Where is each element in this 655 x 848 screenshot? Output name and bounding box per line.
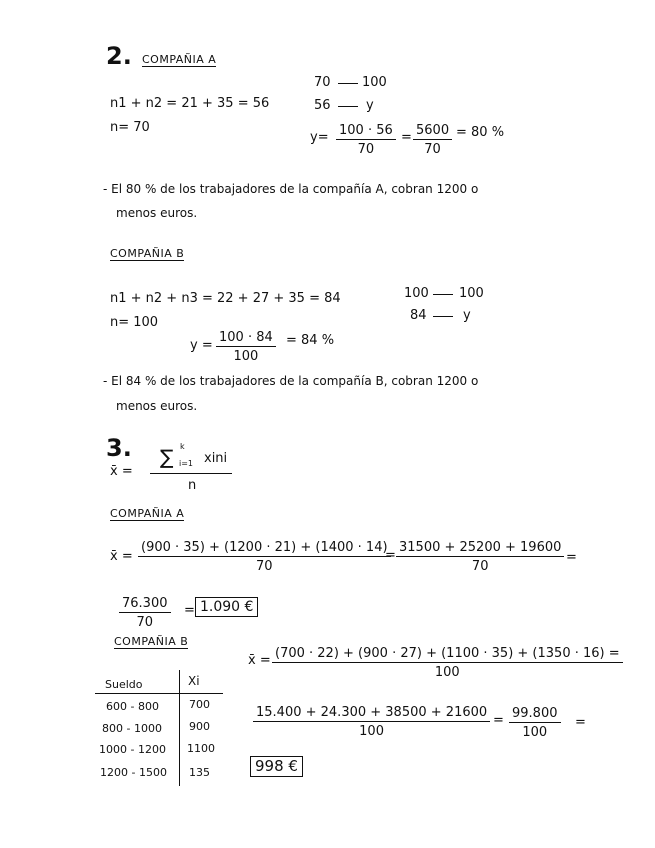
s3-company-b-fraction-3: [509, 707, 561, 739]
rule-b-r2-right: y: [463, 308, 471, 323]
fraction-numerator: 100 · 56: [336, 124, 396, 140]
section-3-number: 3.: [106, 434, 132, 462]
company-a-y-eq: =: [401, 130, 412, 145]
s3-company-b-eq-2: =: [575, 715, 586, 730]
rule-a-r1-left: 70: [314, 75, 331, 90]
rule-b-r1-left: 100: [404, 286, 429, 301]
s3-company-a-fraction-2: [396, 541, 564, 573]
sigma-symbol: ∑: [160, 445, 174, 469]
fraction-numerator: (700 · 22) + (900 · 27) + (1100 · 35) + (1350 · 16) =: [272, 647, 623, 663]
company-b-y-result: = 84 %: [286, 333, 335, 348]
company-a-y-result: = 80 %: [456, 125, 505, 140]
company-a-title: COMPAÑIA A: [142, 53, 217, 66]
rule-a-r2-right: y: [366, 98, 374, 113]
company-a-sum-equation: n1 + n2 = 21 + 35 = 56: [110, 96, 270, 111]
table-row-4-sueldo: 1200 - 1500: [100, 766, 167, 779]
company-a-y-lhs: y=: [310, 130, 329, 145]
company-a-conclusion-line-1: - El 80 % de los trabajadores de la compañía A, cobran 1200 o: [103, 182, 479, 196]
fraction-numerator: 15.400 + 24.300 + 38500 + 21600: [253, 706, 490, 722]
company-a-n-equation: n= 70: [110, 120, 150, 135]
s3-company-a-title: COMPAÑIA A: [110, 507, 185, 520]
s3-company-a-lhs: x̄ =: [110, 549, 133, 564]
s3-company-b-lhs: x̄ =: [248, 653, 271, 668]
fraction-denominator: 100: [233, 349, 259, 364]
rule-a-r1-right: 100: [362, 75, 387, 90]
company-b-sum-equation: n1 + n2 + n3 = 22 + 27 + 35 = 84: [110, 291, 341, 306]
rule-a-r2-left: 56: [314, 98, 331, 113]
fraction-denominator: 70: [136, 615, 154, 630]
sigma-upper-limit: k: [180, 442, 185, 451]
fraction-numerator: 5600: [413, 124, 452, 140]
table-row-4-xi: 135: [189, 766, 210, 779]
s3-company-b-fraction-1: [272, 647, 623, 679]
table-column-rule: [179, 670, 180, 786]
mean-definition-fraction-bar: [150, 473, 232, 474]
company-b-title: COMPAÑIA B: [110, 247, 185, 260]
fraction-numerator: 76.300: [119, 597, 171, 613]
company-b-n-equation: n= 100: [110, 315, 159, 330]
table-row-2-sueldo: 800 - 1000: [102, 722, 162, 735]
s3-company-b-result-box: 998 €: [250, 756, 303, 777]
s3-company-b-title: COMPAÑIA B: [114, 635, 189, 648]
s3-company-a-eq-1: =: [385, 548, 396, 563]
fraction-numerator: (900 · 35) + (1200 · 21) + (1400 · 14): [138, 541, 391, 557]
fraction-denominator: 70: [256, 559, 273, 574]
fraction-denominator: 100: [522, 725, 548, 740]
rule-a-r1-dash: [338, 83, 358, 84]
table-row-3-sueldo: 1000 - 1200: [99, 743, 166, 756]
fraction-denominator: 70: [471, 559, 489, 574]
fraction-numerator: 99.800: [509, 707, 561, 723]
table-row-1-sueldo: 600 - 800: [106, 700, 159, 713]
company-b-y-fraction: [216, 331, 276, 363]
rule-b-r1-right: 100: [459, 286, 484, 301]
s3-company-a-eq-3: =: [184, 603, 195, 618]
fraction-denominator: 100: [359, 724, 384, 739]
company-b-conclusion-line-1: - El 84 % de los trabajadores de la compañía B, cobran 1200 o: [103, 374, 479, 388]
table-row-1-xi: 700: [189, 698, 210, 711]
fraction-denominator: 100: [434, 665, 460, 680]
rule-b-r2-left: 84: [410, 308, 427, 323]
company-b-conclusion-line-2: menos euros.: [116, 399, 198, 413]
table-header-rule: [95, 693, 223, 694]
s3-company-a-result-box: 1.090 €: [195, 597, 258, 617]
rule-b-r1-dash: [433, 294, 453, 295]
table-header-sueldo: Sueldo: [105, 678, 143, 691]
s3-company-a-fraction-3: [119, 597, 171, 629]
sigma-lower-limit: i=1: [179, 459, 194, 468]
table-row-3-xi: 1100: [187, 742, 215, 755]
rule-b-r2-dash: [433, 316, 453, 317]
mean-definition-lhs: x̄ =: [110, 464, 133, 479]
s3-company-b-fraction-2: [253, 706, 490, 738]
fraction-denominator: 70: [424, 142, 441, 157]
company-a-y-fraction-1: [336, 124, 396, 156]
fraction-denominator: 70: [357, 142, 375, 157]
sum-term: xini: [204, 451, 228, 466]
s3-company-b-eq-1: =: [493, 713, 504, 728]
company-a-conclusion-line-2: menos euros.: [116, 206, 198, 220]
table-row-2-xi: 900: [189, 720, 210, 733]
mean-definition-denominator: n: [188, 478, 197, 493]
s3-company-a-fraction-1: [138, 541, 391, 573]
fraction-numerator: 31500 + 25200 + 19600: [396, 541, 564, 557]
fraction-numerator: 100 · 84: [216, 331, 276, 347]
company-b-y-lhs: y =: [190, 338, 213, 353]
company-a-y-fraction-2: [413, 124, 452, 156]
s3-company-a-eq-2: =: [566, 550, 577, 565]
table-header-xi: Xi: [188, 674, 200, 688]
rule-a-r2-dash: [338, 106, 358, 107]
section-2-number: 2.: [106, 42, 132, 70]
